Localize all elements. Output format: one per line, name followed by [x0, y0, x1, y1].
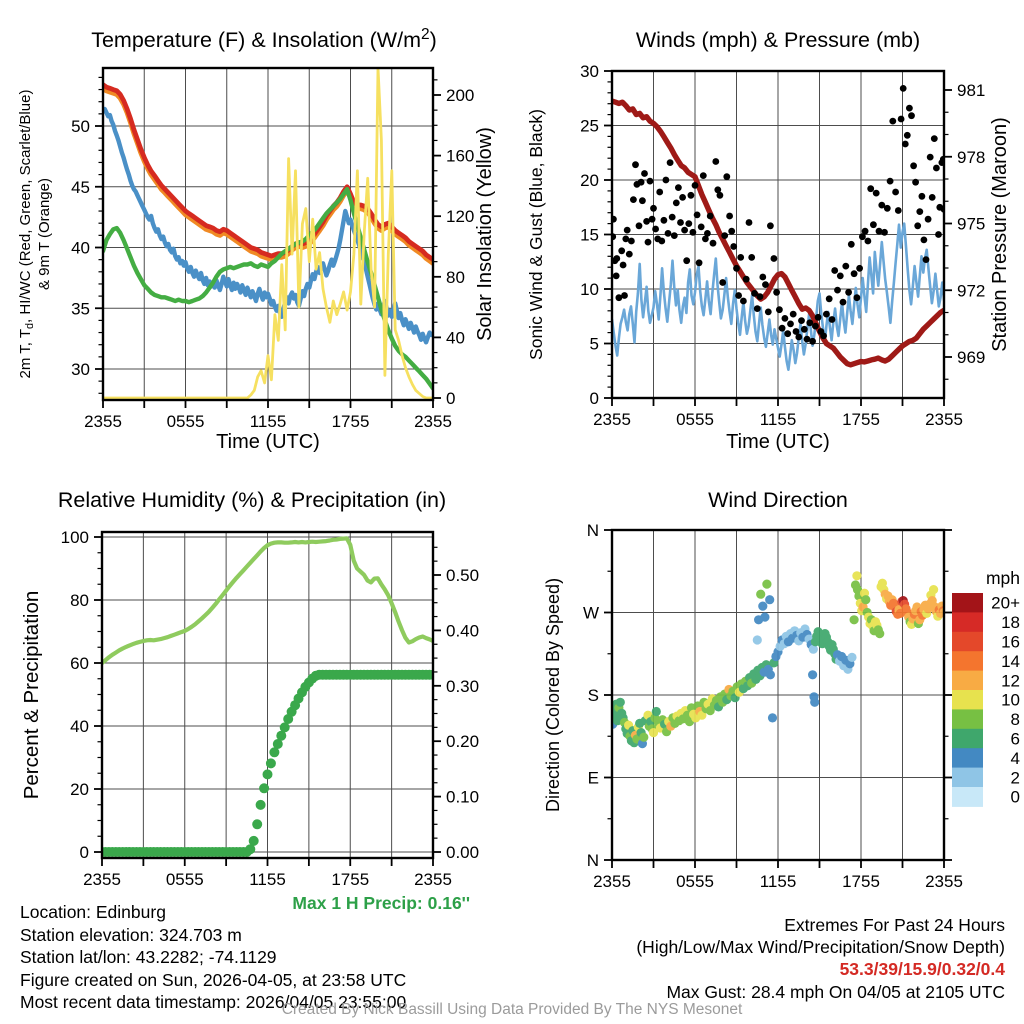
svg-text:1755: 1755	[331, 412, 370, 431]
chart-title: Wind Direction	[708, 488, 848, 512]
svg-text:20: 20	[580, 171, 599, 190]
svg-text:60: 60	[70, 654, 89, 673]
credit-line: Created By Nick Bassill Using Data Provided By The NYS Mesonet	[281, 1001, 743, 1018]
station-info	[20, 901, 406, 1014]
svg-text:16: 16	[1001, 632, 1020, 652]
svg-text:6: 6	[1010, 729, 1020, 749]
svg-text:0555: 0555	[166, 412, 205, 431]
svg-text:2m T, Td​, HI/WC (Red, Green,: 2m T, $T_d$, HI/WC (Red, Green, Scarlet/Blue)	[17, 89, 36, 379]
svg-text:2355: 2355	[593, 872, 631, 891]
chart-title: Winds (mph) & Pressure (mb)	[635, 28, 921, 52]
svg-text:100: 100	[60, 528, 89, 547]
max-gust: Max Gust: 28.4 mph On 04/05 at 2105 UTC	[666, 981, 1005, 1002]
svg-text:1755: 1755	[331, 870, 370, 889]
svg-text:40: 40	[70, 717, 89, 736]
svg-text:2355: 2355	[414, 870, 452, 889]
svg-text:1155: 1155	[249, 412, 287, 431]
svg-text:80: 80	[446, 267, 465, 287]
svg-text:Percent & Precipitation: Percent & Precipitation	[20, 590, 43, 800]
svg-text:25: 25	[580, 116, 599, 136]
svg-text:160: 160	[446, 146, 475, 166]
svg-text:0555: 0555	[165, 870, 204, 889]
svg-text:5: 5	[589, 334, 599, 354]
station-location: Location: Edinburg	[20, 902, 166, 922]
speed-colorbar	[952, 568, 1020, 807]
extremes-title: Extremes For Past 24 Hours	[784, 915, 1005, 935]
svg-text:2355: 2355	[925, 872, 963, 891]
tick-labels	[17, 26, 496, 453]
svg-text:S: S	[587, 685, 599, 705]
svg-text:20+: 20+	[991, 593, 1020, 613]
svg-text:1155: 1155	[249, 870, 286, 889]
grid	[612, 530, 944, 860]
svg-text:4: 4	[1010, 748, 1020, 768]
svg-text:2355: 2355	[414, 412, 452, 431]
winds-pressure-chart	[512, 0, 1024, 460]
svg-text:8: 8	[1010, 710, 1020, 730]
tick-labels	[543, 488, 963, 891]
svg-text:Time (UTC): Time (UTC)	[726, 431, 830, 453]
svg-text:14: 14	[1001, 651, 1020, 671]
svg-text:0.20: 0.20	[446, 732, 480, 752]
svg-text:969: 969	[957, 348, 986, 367]
figure-created: Figure created on Sun, 2026-04-05, at 23:58 UTC	[20, 969, 407, 990]
extremes-values: 53.3/39/15.9/0.32/0.4	[839, 959, 1005, 980]
svg-text:0555: 0555	[676, 872, 714, 891]
svg-text:45: 45	[71, 177, 90, 197]
tick-labels	[526, 28, 1011, 453]
svg-text:981: 981	[957, 81, 986, 100]
svg-text:Sonic Wind & Gust (Blue, Black: Sonic Wind & Gust (Blue, Black)	[526, 109, 546, 360]
chart-title: Relative Humidity (%) & Precipitation (in)	[57, 488, 447, 512]
svg-text:80: 80	[70, 591, 89, 610]
svg-text:20: 20	[70, 780, 89, 799]
svg-text:35: 35	[71, 299, 90, 319]
svg-text:2355: 2355	[925, 410, 963, 429]
svg-text:0.00: 0.00	[446, 843, 480, 862]
svg-text:1155: 1155	[759, 872, 797, 891]
svg-text:0: 0	[446, 389, 456, 408]
svg-text:10: 10	[580, 280, 599, 299]
svg-text:40: 40	[446, 328, 465, 348]
extremes-subtitle: (High/Low/Max Wind/Precipitation/Snow Depth)	[636, 937, 1005, 958]
svg-text:W: W	[582, 603, 599, 623]
tick-labels	[20, 488, 479, 889]
grid	[102, 532, 433, 858]
svg-text:0: 0	[1010, 787, 1020, 807]
svg-text:0.40: 0.40	[446, 621, 480, 641]
svg-text:975: 975	[957, 214, 986, 234]
svg-text:0.10: 0.10	[446, 787, 480, 807]
wind-direction-chart	[512, 460, 1024, 920]
svg-text:mph: mph	[985, 568, 1020, 588]
extremes-block	[636, 914, 1005, 1003]
svg-text:50: 50	[71, 117, 90, 136]
svg-text:Direction (Colored By Speed): Direction (Colored By Speed)	[543, 577, 563, 813]
svg-text:Station Pressure (Maroon): Station Pressure (Maroon)	[989, 117, 1011, 352]
svg-text:0: 0	[589, 389, 599, 408]
svg-text:1755: 1755	[842, 410, 880, 429]
svg-text:10: 10	[1001, 690, 1020, 710]
humidity-precip-chart	[0, 460, 512, 920]
svg-text:1755: 1755	[842, 872, 880, 891]
station-latlon: Station lat/lon: 43.2282; -74.1129	[20, 947, 277, 968]
chart-title: Temperature (F) & Insolation $(W/m^2)$	[91, 25, 437, 52]
svg-text:E: E	[587, 768, 599, 788]
svg-text:2355: 2355	[593, 410, 631, 429]
svg-text:30: 30	[580, 62, 599, 81]
svg-text:N: N	[586, 851, 599, 870]
svg-text:978: 978	[957, 147, 986, 167]
svg-text:200: 200	[446, 86, 475, 105]
svg-text:2355: 2355	[83, 870, 121, 889]
svg-text:120: 120	[446, 207, 475, 227]
max-precip-annotation: Max 1 H Precip: 0.16''	[292, 893, 470, 913]
temperature-insolation-chart	[0, 0, 512, 460]
svg-text:N: N	[586, 520, 599, 540]
svg-text:18: 18	[1001, 613, 1020, 633]
svg-text:2: 2	[1010, 768, 1020, 788]
svg-text:15: 15	[580, 225, 599, 245]
svg-text:12: 12	[1001, 671, 1020, 691]
svg-text:& 9m T (Orange): & 9m T (Orange)	[36, 178, 53, 290]
svg-text:0: 0	[79, 843, 89, 862]
svg-text:Time (UTC): Time (UTC)	[216, 431, 320, 453]
data-timestamp: Most recent data timestamp: 2026/04/05 23:55:00	[20, 992, 407, 1013]
svg-text:40: 40	[71, 238, 90, 258]
svg-text:30: 30	[71, 360, 90, 379]
svg-text:Solar Insolation (Yellow): Solar Insolation (Yellow)	[474, 127, 496, 341]
svg-text:972: 972	[957, 281, 986, 301]
svg-text:0.30: 0.30	[446, 676, 480, 696]
svg-text:2355: 2355	[84, 412, 122, 431]
svg-text:0.50: 0.50	[446, 566, 480, 585]
station-elevation: Station elevation: 324.703 m	[20, 924, 242, 945]
svg-text:0555: 0555	[676, 410, 714, 429]
svg-text:1155: 1155	[759, 410, 797, 429]
